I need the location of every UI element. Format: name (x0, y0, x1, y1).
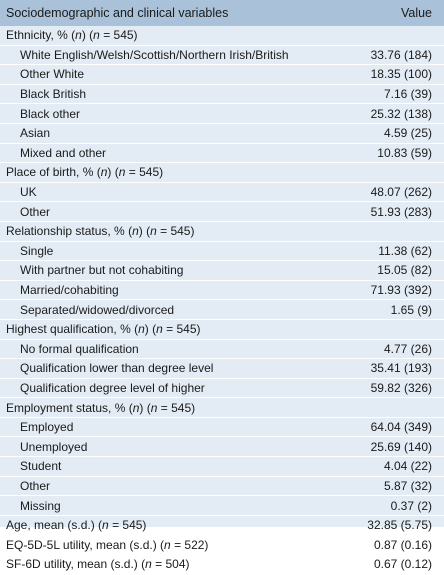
table-row (0, 359, 444, 379)
row-value: 4.59 (25) (383, 126, 432, 141)
row-value: 5.87 (32) (383, 478, 432, 493)
row-value: 11.38 (62) (378, 243, 432, 258)
table-row (0, 496, 444, 516)
row-label: Relationship status, % (n) (n = 545) (6, 224, 195, 239)
table-row (0, 555, 444, 575)
table-row (0, 104, 444, 124)
row-value: 7.16 (39) (383, 87, 432, 102)
row-label: Married/cohabiting (20, 283, 119, 298)
row-label: Black other (20, 106, 81, 121)
row-value: 71.93 (392) (370, 283, 432, 298)
value-column-header: Value (400, 6, 432, 20)
table-row (0, 281, 444, 301)
table-row (0, 300, 444, 320)
row-label: Asian (20, 126, 51, 141)
row-value: 59.82 (326) (370, 380, 432, 395)
row-label: Employed (20, 420, 74, 435)
row-value: 64.04 (349) (370, 420, 432, 435)
row-label: Place of birth, % (n) (n = 545) (6, 165, 164, 180)
row-value: 48.07 (262) (370, 185, 432, 200)
table-row (0, 477, 444, 497)
row-value: 18.35 (100) (370, 67, 432, 82)
row-label: Single (20, 243, 54, 258)
row-label: SF-6D utility, mean (s.d.) (n = 504) (6, 557, 190, 572)
table-row (0, 261, 444, 281)
row-value: 15.05 (82) (377, 263, 432, 278)
table-row (0, 437, 444, 457)
row-value: 4.77 (26) (383, 341, 432, 356)
table-row (0, 398, 444, 418)
table-row (0, 202, 444, 222)
table-header (0, 0, 444, 26)
table-row (0, 418, 444, 438)
row-label: Qualification lower than degree level (20, 361, 214, 376)
row-value: 51.93 (283) (370, 204, 432, 219)
table-row (0, 222, 444, 242)
table-row (0, 320, 444, 340)
row-label: Age, mean (s.d.) (n = 545) (6, 518, 147, 533)
row-label: Other White (20, 67, 85, 82)
row-label: Separated/widowed/divorced (20, 302, 175, 317)
table-row (0, 46, 444, 66)
row-label: Black British (20, 87, 87, 102)
table-row (0, 379, 444, 399)
table-row (0, 124, 444, 144)
row-label: White English/Welsh/Scottish/Northern Irish/British (20, 47, 289, 62)
row-value: 10.83 (59) (377, 145, 432, 160)
row-value: 1.65 (9) (390, 302, 432, 317)
table-row (0, 183, 444, 203)
table-row (0, 144, 444, 164)
row-value: 35.41 (193) (370, 361, 432, 376)
table-row (0, 26, 444, 46)
table-row (0, 340, 444, 360)
row-label: Mixed and other (20, 145, 107, 160)
row-label: Qualification degree level of higher (20, 380, 205, 395)
row-label: Student (20, 459, 62, 474)
row-label: Highest qualification, % (n) (n = 545) (6, 322, 201, 337)
table-row (0, 65, 444, 85)
table-row (0, 163, 444, 183)
row-label: Ethnicity, % (n) (n = 545) (6, 28, 138, 43)
row-label: Employment status, % (n) (n = 545) (6, 400, 196, 415)
row-value: 4.04 (22) (383, 459, 432, 474)
row-value: 0.37 (2) (390, 498, 432, 513)
row-label: Unemployed (20, 439, 88, 454)
row-label: Other (20, 478, 51, 493)
row-value: 0.67 (0.12) (373, 557, 432, 572)
row-value: 25.32 (138) (370, 106, 432, 121)
table-row (0, 457, 444, 477)
row-value: 33.76 (184) (370, 47, 432, 62)
row-value: 0.87 (0.16) (373, 537, 432, 552)
row-label: EQ-5D-5L utility, mean (s.d.) (n = 522) (6, 537, 209, 552)
row-value: 25.69 (140) (370, 439, 432, 454)
row-label: No formal qualification (20, 341, 139, 356)
row-label: Other (20, 204, 51, 219)
table-row (0, 85, 444, 105)
row-value: 32.85 (5.75) (367, 518, 432, 533)
table-row (0, 535, 444, 555)
row-label: UK (20, 185, 37, 200)
variable-column-header: Sociodemographic and clinical variables (6, 6, 229, 20)
table-row (0, 516, 444, 536)
row-label: Missing (20, 498, 61, 513)
table-row (0, 242, 444, 262)
row-label: With partner but not cohabiting (20, 263, 184, 278)
